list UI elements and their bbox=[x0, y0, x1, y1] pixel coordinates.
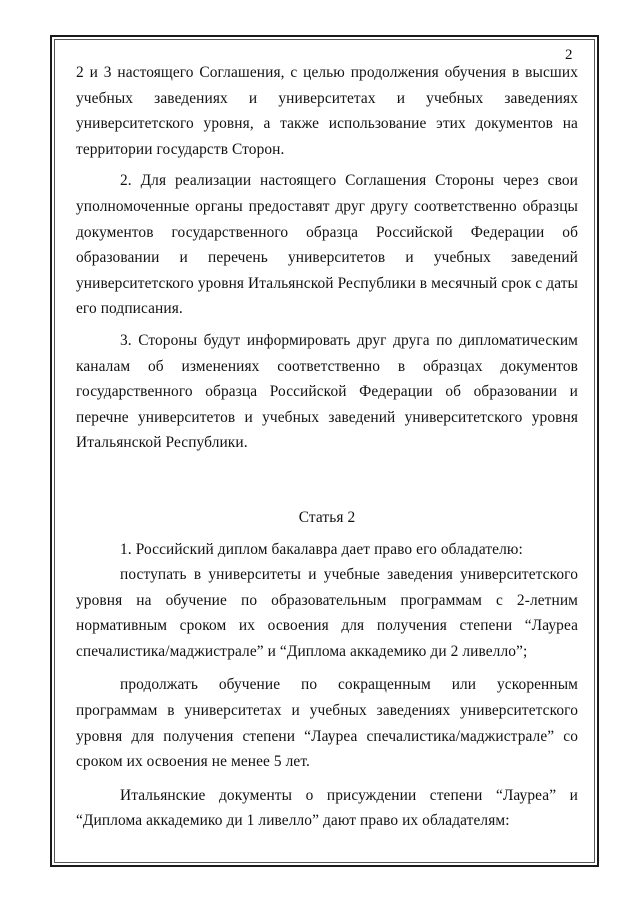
paragraph-continuation: 2 и 3 настоящего Соглашения, с целью продолжения обучения в высших учебных заведениях и университетах и учебных заведениях университетского уровня, а также использование этих документов на территории государств Сторон. bbox=[76, 64, 578, 158]
document-body bbox=[76, 60, 578, 834]
page-number: 2 bbox=[565, 47, 573, 63]
paragraph-article2-item-1: 1. Российский диплом бакалавра дает право его обладателю: bbox=[120, 540, 523, 558]
paragraph-item-2: 2. Для реализации настоящего Соглашения Стороны через свои уполномоченные органы предоставят друг другу соответственно образцы документов государственного образца Российской Федерации об образовании и перечень университетов и учебных заведений университетского уровня Итальянской Республики в месячный срок с даты его подписания. bbox=[76, 172, 578, 318]
paragraph-item-3: 3. Стороны будут информировать друг друга по дипломатическим каналам об изменениях соответственно в образцах документов государственного образца Российской Федерации об образовании и перечне университетов и учебных заведений университетского уровня Итальянской Республики. bbox=[76, 331, 578, 452]
article-heading: Статья 2 bbox=[298, 508, 356, 526]
paragraph-italian-documents: Итальянские документы о присуждении степени “Лауреа” и “Диплома аккадемико ди 1 ливелло” дают право их обладателям: bbox=[76, 786, 578, 830]
paragraph-continue-study: продолжать обучение по сокращенным или ускоренным программам в университетах и учебных заведениях университетского уровня для получения степени “Лауреа спечалистика/маджистрале” со сроком их освоения не менее 5 лет. bbox=[76, 676, 578, 771]
paragraph-admission-right: поступать в университеты и учебные заведения университетского уровня на обучение по образовательным программам с 2-летним нормативным сроком их освоения для получения степени “Лауреа спечалистика/маджистрале” и “Диплома аккадемико ди 2 ливелло”; bbox=[76, 566, 578, 660]
